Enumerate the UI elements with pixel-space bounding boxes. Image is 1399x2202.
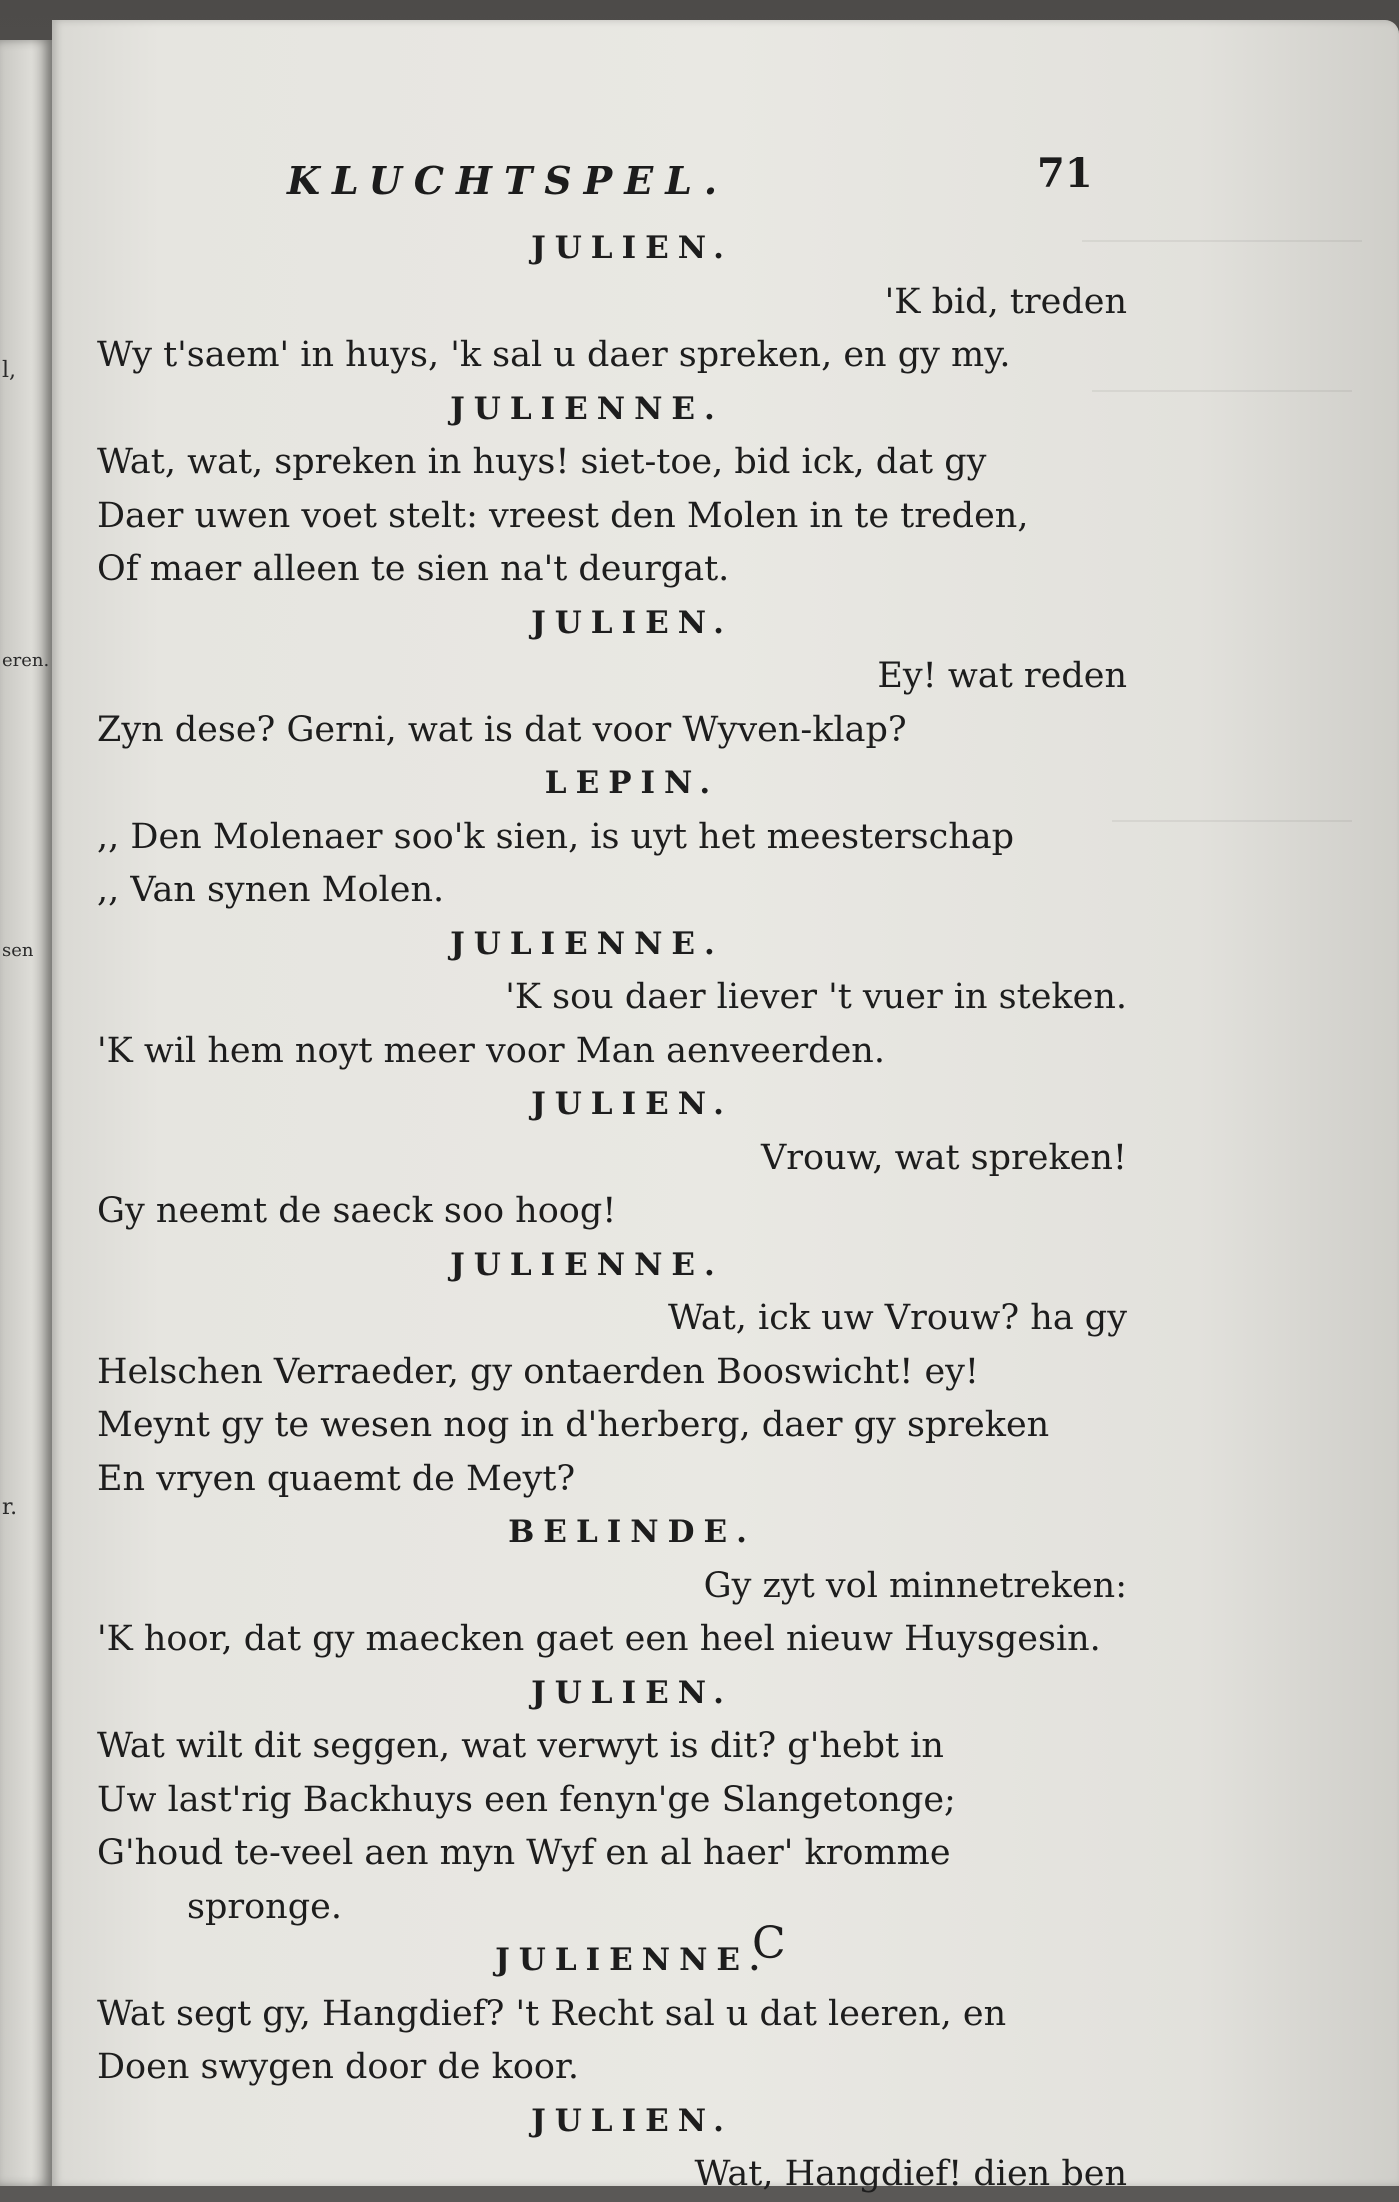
verse-line: spronge. xyxy=(187,1886,342,1927)
speaker-name: BELINDE. xyxy=(508,1514,756,1550)
running-title: KLUCHTSPEL. xyxy=(287,158,730,203)
signature-mark: C xyxy=(752,1918,786,1969)
verse-line: 'K bid, treden xyxy=(884,281,1127,322)
facing-page-fragment: l, xyxy=(2,358,17,383)
verse-line: Wy t'saem' in huys, 'k sal u daer spreken, en gy my. xyxy=(97,335,1011,375)
facing-page-fragment: sen xyxy=(2,940,34,961)
verse-line: Gy zyt vol minnetreken: xyxy=(703,1565,1127,1606)
verse-line: 'K wil hem noyt meer voor Man aenveerden. xyxy=(97,1030,885,1071)
page-header xyxy=(52,150,1399,218)
verse-line: Wat, wat, spreken in huys! siet-toe, bid ick, dat gy xyxy=(97,442,987,482)
show-through-mark xyxy=(1112,780,1352,822)
page-number: 71 xyxy=(1037,150,1093,197)
book-page xyxy=(52,20,1399,2194)
speaker-name: JULIENNE. xyxy=(450,1246,724,1283)
verse-line: Vrouw, wat spreken! xyxy=(760,1137,1127,1178)
facing-page-fragment: r. xyxy=(2,1495,18,1520)
speaker-name: JULIEN. xyxy=(531,604,733,641)
verse-line: En vryen quaemt de Meyt? xyxy=(97,1458,576,1499)
facing-page-fragment: eren. xyxy=(2,650,50,671)
verse-line: Zyn dese? Gerni, wat is dat voor Wyven-klap? xyxy=(97,709,907,750)
speaker-name: JULIENNE. xyxy=(450,390,724,427)
verse-line: Gy neemt de saeck soo hoog! xyxy=(97,1191,617,1231)
speaker-name: JULIEN. xyxy=(531,1674,733,1711)
speaker-name: JULIEN. xyxy=(531,230,733,266)
verse-line: Wat segt gy, Hangdief? 't Recht sal u dat leeren, en xyxy=(97,1993,1007,2034)
verse-line: Meynt gy te wesen nog in d'herberg, daer gy spreken xyxy=(97,1405,1050,1445)
verse-line: ,, Van synen Molen. xyxy=(97,870,445,910)
verse-line: Ey! wat reden xyxy=(877,656,1127,696)
verse-line: G'houd te-veel aen myn Wyf en al haer' kromme xyxy=(97,1833,951,1873)
speaker-name: JULIEN. xyxy=(531,2102,733,2139)
verse-line: Doen swygen door de koor. xyxy=(97,2047,580,2087)
verse-line: Uw last'rig Backhuys een fenyn'ge Slangetonge; xyxy=(97,1779,956,1820)
verse-line: 'K hoor, dat gy maecken gaet een heel nieuw Huysgesin. xyxy=(97,1619,1101,1659)
play-text xyxy=(97,222,1137,2202)
speaker-name: LEPIN. xyxy=(544,765,720,801)
verse-line: 'K sou daer liever 't vuer in steken. xyxy=(505,977,1127,1017)
verse-line: Wat wilt dit seggen, wat verwyt is dit? g'hebt in xyxy=(97,1726,944,1766)
verse-line: Of maer alleen te sien na't deurgat. xyxy=(97,549,730,589)
facing-page-edge xyxy=(0,40,52,2186)
verse-line: Daer uwen voet stelt: vreest den Molen in te treden, xyxy=(97,495,1029,536)
verse-line: Wat, ick uw Vrouw? ha gy xyxy=(667,1298,1127,1338)
verse-line: ,, Den Molenaer soo'k sien, is uyt het meesterschap xyxy=(97,816,1015,857)
speaker-name: JULIENNE. xyxy=(495,1942,769,1978)
speaker-name: JULIENNE. xyxy=(450,925,724,962)
verse-line: Wat, Hangdief! dien ben xyxy=(694,2154,1127,2194)
verse-line: Helschen Verraeder, gy ontaerden Booswicht! ey! xyxy=(97,1351,979,1392)
speaker-name: JULIEN. xyxy=(531,1086,733,1122)
